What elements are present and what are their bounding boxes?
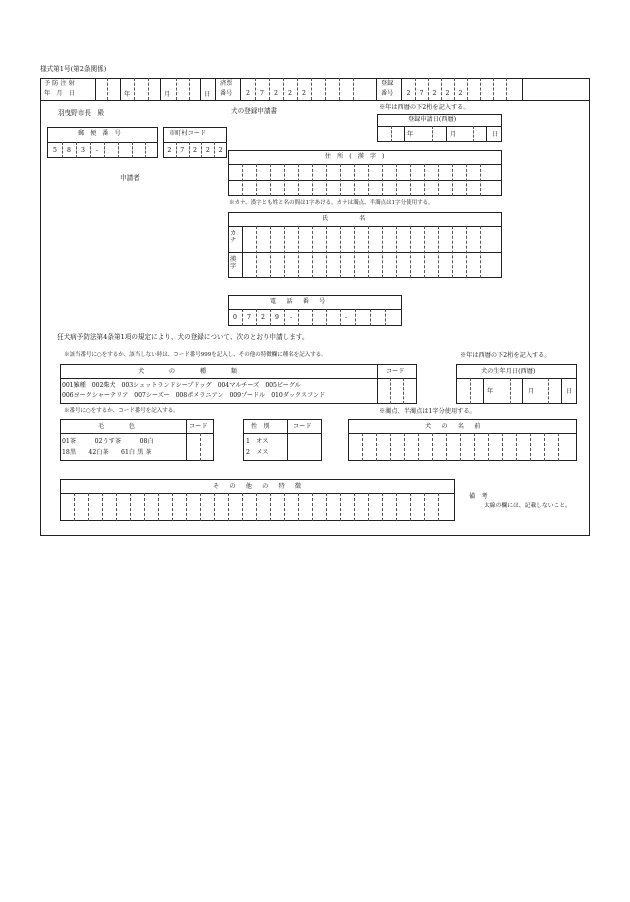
divider xyxy=(132,142,133,158)
sumihyo-label-top: 済票 xyxy=(220,80,233,87)
breed-code-label: コード xyxy=(386,368,405,375)
divider xyxy=(456,378,577,379)
breed-title: 犬 の 種 類 xyxy=(138,368,237,375)
divider xyxy=(355,309,356,326)
divider xyxy=(362,433,363,461)
divider xyxy=(424,164,425,196)
divider xyxy=(480,226,481,278)
divider xyxy=(326,226,327,278)
divider xyxy=(354,493,355,521)
divider xyxy=(284,226,285,278)
divider xyxy=(441,78,442,100)
toroku-label-bottom: 番号 xyxy=(381,90,394,97)
divider xyxy=(340,226,341,278)
divider xyxy=(446,126,447,142)
digit: 5 xyxy=(53,147,57,154)
divider xyxy=(242,309,243,326)
divider xyxy=(438,226,439,278)
divider xyxy=(284,309,285,326)
divider xyxy=(382,164,383,196)
divider xyxy=(228,493,229,521)
divider xyxy=(107,78,108,100)
divider xyxy=(228,309,402,310)
divider xyxy=(144,493,145,521)
toroku-number[interactable] xyxy=(402,90,467,97)
divider xyxy=(298,164,299,196)
breed-code-input[interactable] xyxy=(378,379,416,403)
divider xyxy=(473,126,474,142)
header-bottom-line xyxy=(40,100,590,101)
divider xyxy=(62,142,63,158)
digit: 0 xyxy=(233,314,237,321)
divider xyxy=(466,164,467,196)
divider xyxy=(340,309,341,326)
remarks-title: 備 考 xyxy=(469,493,488,500)
birth-nichi[interactable]: 日 xyxy=(566,388,573,395)
divider xyxy=(270,226,271,278)
divider xyxy=(88,493,89,521)
digit: 9 xyxy=(275,314,279,321)
divider xyxy=(256,309,257,326)
divider xyxy=(298,226,299,278)
divider xyxy=(404,433,405,461)
color-options-row1[interactable]: 01茶 02うす茶 08白 xyxy=(62,438,154,445)
document-title: 犬の登録申請書 xyxy=(231,107,278,115)
divider xyxy=(415,78,416,100)
divider xyxy=(242,164,243,196)
divider xyxy=(201,142,202,158)
divider xyxy=(480,78,481,100)
divider xyxy=(452,226,453,278)
divider xyxy=(493,78,494,100)
digit: 2 xyxy=(218,147,223,154)
birth-gatsu[interactable]: 月 xyxy=(528,388,535,395)
divider xyxy=(312,164,313,196)
digit: 2 xyxy=(246,90,250,97)
divider xyxy=(486,126,487,142)
divider xyxy=(467,78,468,100)
divider xyxy=(424,493,425,521)
divider xyxy=(116,493,117,521)
divider xyxy=(120,78,121,100)
divider xyxy=(200,493,201,521)
divider xyxy=(269,78,270,100)
divider xyxy=(410,164,411,196)
phone-title: 電 話 番 号 xyxy=(270,298,328,305)
kana-note: ※カナ、漢字とも姓と名の間は1字あける。カナは濁点、半濁点は1字分使用する。 xyxy=(229,200,434,206)
divider xyxy=(474,433,475,461)
divider xyxy=(488,433,489,461)
divider xyxy=(339,78,340,100)
divider xyxy=(390,433,391,461)
divider xyxy=(558,433,559,461)
divider xyxy=(340,164,341,196)
divider xyxy=(377,126,502,127)
postal-code-title: 郵 便 番 号 xyxy=(78,130,123,137)
divider xyxy=(47,142,158,143)
divider xyxy=(60,378,417,379)
birth-nen[interactable]: 年 xyxy=(487,388,494,395)
city-code-title: 市町村コード xyxy=(169,130,207,137)
divider xyxy=(376,78,377,100)
divider xyxy=(368,226,369,278)
digit: 2 xyxy=(193,147,197,154)
divider xyxy=(148,78,149,100)
divider xyxy=(382,493,383,521)
breed-options-line1[interactable]: 001雑種 002柴犬 003シェットランドシープドッグ 004マルチーズ 005ビーグル xyxy=(62,382,301,389)
divider xyxy=(396,493,397,521)
divider xyxy=(325,78,326,100)
divider xyxy=(256,493,257,521)
divider xyxy=(480,164,481,196)
divider xyxy=(460,433,461,461)
birth-date-title: 犬の生年月日(西暦) xyxy=(481,368,536,375)
divider xyxy=(104,142,105,158)
divider xyxy=(410,226,411,278)
sex-option-female[interactable]: 2 メス xyxy=(246,449,269,456)
divider xyxy=(418,433,419,461)
divider xyxy=(396,226,397,278)
divider xyxy=(446,433,447,461)
digit: - xyxy=(95,147,99,154)
digit: 8 xyxy=(67,147,71,154)
divider xyxy=(522,378,523,404)
yobo-nichi[interactable]: 日 xyxy=(204,91,211,98)
divider xyxy=(502,433,503,461)
registration-date-title: 登録申請日(西暦) xyxy=(408,116,457,123)
name-title: 氏 名 xyxy=(322,215,366,222)
divider xyxy=(466,226,467,278)
divider xyxy=(510,378,511,404)
divider xyxy=(544,433,545,461)
divider xyxy=(297,78,298,100)
divider xyxy=(404,126,405,142)
divider xyxy=(76,142,77,158)
form-label: 様式第1号(第2条関係) xyxy=(40,65,107,73)
divider xyxy=(368,164,369,196)
divider xyxy=(432,433,433,461)
divider xyxy=(438,164,439,196)
yobo-label-top: 予 防 注 射 xyxy=(44,80,75,87)
declaration: 狂犬病予防法第4条第1項の規定により、犬の登録について、次のとおり申請します。 xyxy=(57,333,309,341)
phone-separator: - xyxy=(345,314,348,321)
color-code-label: コード xyxy=(189,423,208,430)
divider xyxy=(176,142,177,158)
divider xyxy=(118,142,119,158)
yobo-nen[interactable]: 年 xyxy=(124,91,131,98)
toroku-label-top: 登録 xyxy=(381,80,394,87)
divider xyxy=(368,493,369,521)
divider xyxy=(312,309,313,326)
divider xyxy=(312,493,313,521)
digit: 7 xyxy=(419,90,424,97)
yobo-label-bottom: 年 月 日 xyxy=(44,90,75,97)
dogname-note: ※濁点、半濁点は1字分使用する。 xyxy=(379,408,476,415)
divider xyxy=(176,78,177,100)
sex-title: 性 別 xyxy=(251,423,270,430)
divider xyxy=(432,126,433,142)
divider xyxy=(200,78,201,100)
divider xyxy=(189,78,190,100)
note-year-top: ※年は西暦の下2桁を記入する。 xyxy=(379,104,470,111)
divider xyxy=(172,493,173,521)
digit: 7 xyxy=(247,314,251,321)
digit: - xyxy=(289,314,293,321)
divider xyxy=(95,78,96,100)
kana-label: カナ xyxy=(230,230,237,245)
divider xyxy=(376,433,377,461)
breed-note: ※該当番号に○をするか、該当しない時は、コード番号999を記入し、その他の特徴欄に種名を記入する。 xyxy=(64,352,327,358)
name-kanji-input[interactable] xyxy=(243,253,501,277)
name-kana-input[interactable] xyxy=(243,227,501,251)
divider xyxy=(130,493,131,521)
digit: 2 xyxy=(261,314,265,321)
sex-code-input[interactable] xyxy=(288,434,321,460)
yobo-gatsu[interactable]: 月 xyxy=(164,91,171,98)
divider xyxy=(186,493,187,521)
divider xyxy=(382,226,383,278)
divider xyxy=(452,164,453,196)
divider xyxy=(215,78,216,100)
color-code-input[interactable] xyxy=(187,434,213,460)
divider xyxy=(90,142,91,158)
divider xyxy=(311,78,312,100)
applicant-label: 申請者 xyxy=(120,174,140,182)
divider xyxy=(454,78,455,100)
digit: 2 xyxy=(445,90,450,97)
divider xyxy=(326,493,327,521)
divider xyxy=(284,493,285,521)
divider xyxy=(214,142,215,158)
sex-code-label: コード xyxy=(293,423,312,430)
digit: 2 xyxy=(406,90,411,97)
divider xyxy=(283,78,284,100)
divider xyxy=(326,309,327,326)
digit: 2 xyxy=(432,90,437,97)
divider xyxy=(256,164,257,196)
divider xyxy=(158,493,159,521)
dog-name-title: 犬 の 名 前 xyxy=(425,423,483,430)
divider xyxy=(270,164,271,196)
divider xyxy=(270,309,271,326)
divider xyxy=(438,493,439,521)
digit: 2 xyxy=(302,90,306,97)
city-code-input[interactable] xyxy=(163,147,227,154)
digit: 2 xyxy=(167,147,172,154)
reg-nen[interactable]: 年 xyxy=(407,131,414,138)
divider xyxy=(298,493,299,521)
divider xyxy=(340,493,341,521)
sumihyo-label-bottom: 番号 xyxy=(220,90,233,97)
divider xyxy=(470,378,471,404)
divider xyxy=(242,493,243,521)
breed-options-line2[interactable]: 006ヨークシャーテリア 007シーズー 008ポメラニアン 009プードル 010ダックスフンド xyxy=(62,392,326,399)
divider xyxy=(548,378,549,404)
divider xyxy=(256,226,257,278)
kanji-label: 漢字 xyxy=(230,256,237,271)
addressee: 羽曳野市長 殿 xyxy=(58,109,105,117)
digit: 2 xyxy=(274,90,278,97)
divider xyxy=(214,493,215,521)
address-title: 住 所 ( 漢 字 ) xyxy=(325,153,387,160)
remarks-text: 太線の欄には、記載しないこと。 xyxy=(484,503,571,509)
reg-gatsu[interactable]: 月 xyxy=(450,131,457,138)
divider xyxy=(353,78,354,100)
divider xyxy=(270,493,271,521)
digit: 3 xyxy=(81,147,85,154)
phone-input[interactable] xyxy=(228,314,298,321)
divider xyxy=(530,433,531,461)
divider xyxy=(160,78,161,100)
divider xyxy=(391,126,392,142)
divider xyxy=(284,164,285,196)
divider xyxy=(298,309,299,326)
divider xyxy=(354,164,355,196)
divider xyxy=(145,142,146,158)
digit: 7 xyxy=(260,90,264,97)
digit: 2 xyxy=(288,90,292,97)
divider xyxy=(483,378,484,404)
sumihyo-number[interactable] xyxy=(241,90,311,97)
sex-option-male[interactable]: 1 オス xyxy=(246,438,269,445)
divider xyxy=(370,309,371,326)
color-options-row2[interactable]: 18黒 42白茶 61白 黒 茶 xyxy=(62,449,152,456)
divider xyxy=(312,226,313,278)
color-note: ※番号に○をするか、コード番号を記入する。 xyxy=(64,408,179,414)
birth-note: ※年は西暦の下2桁を記入する。 xyxy=(460,352,551,359)
dog-name-input[interactable] xyxy=(349,434,576,460)
other-features-title: そ の 他 の 特 徴 xyxy=(213,483,304,490)
digit: 2 xyxy=(205,147,210,154)
divider xyxy=(561,378,562,404)
color-title: 毛 色 xyxy=(98,423,136,430)
divider xyxy=(410,493,411,521)
divider xyxy=(506,78,507,100)
divider xyxy=(516,433,517,461)
digit: 2 xyxy=(458,90,463,97)
divider xyxy=(385,309,386,326)
divider xyxy=(102,493,103,521)
divider xyxy=(522,78,523,100)
divider xyxy=(189,142,190,158)
divider xyxy=(424,226,425,278)
divider xyxy=(326,164,327,196)
reg-nichi[interactable]: 日 xyxy=(492,131,499,138)
digit: 7 xyxy=(180,147,185,154)
divider xyxy=(354,226,355,278)
divider xyxy=(396,164,397,196)
divider xyxy=(428,78,429,100)
divider xyxy=(74,493,75,521)
divider xyxy=(255,78,256,100)
divider xyxy=(134,78,135,100)
divider xyxy=(163,142,227,143)
